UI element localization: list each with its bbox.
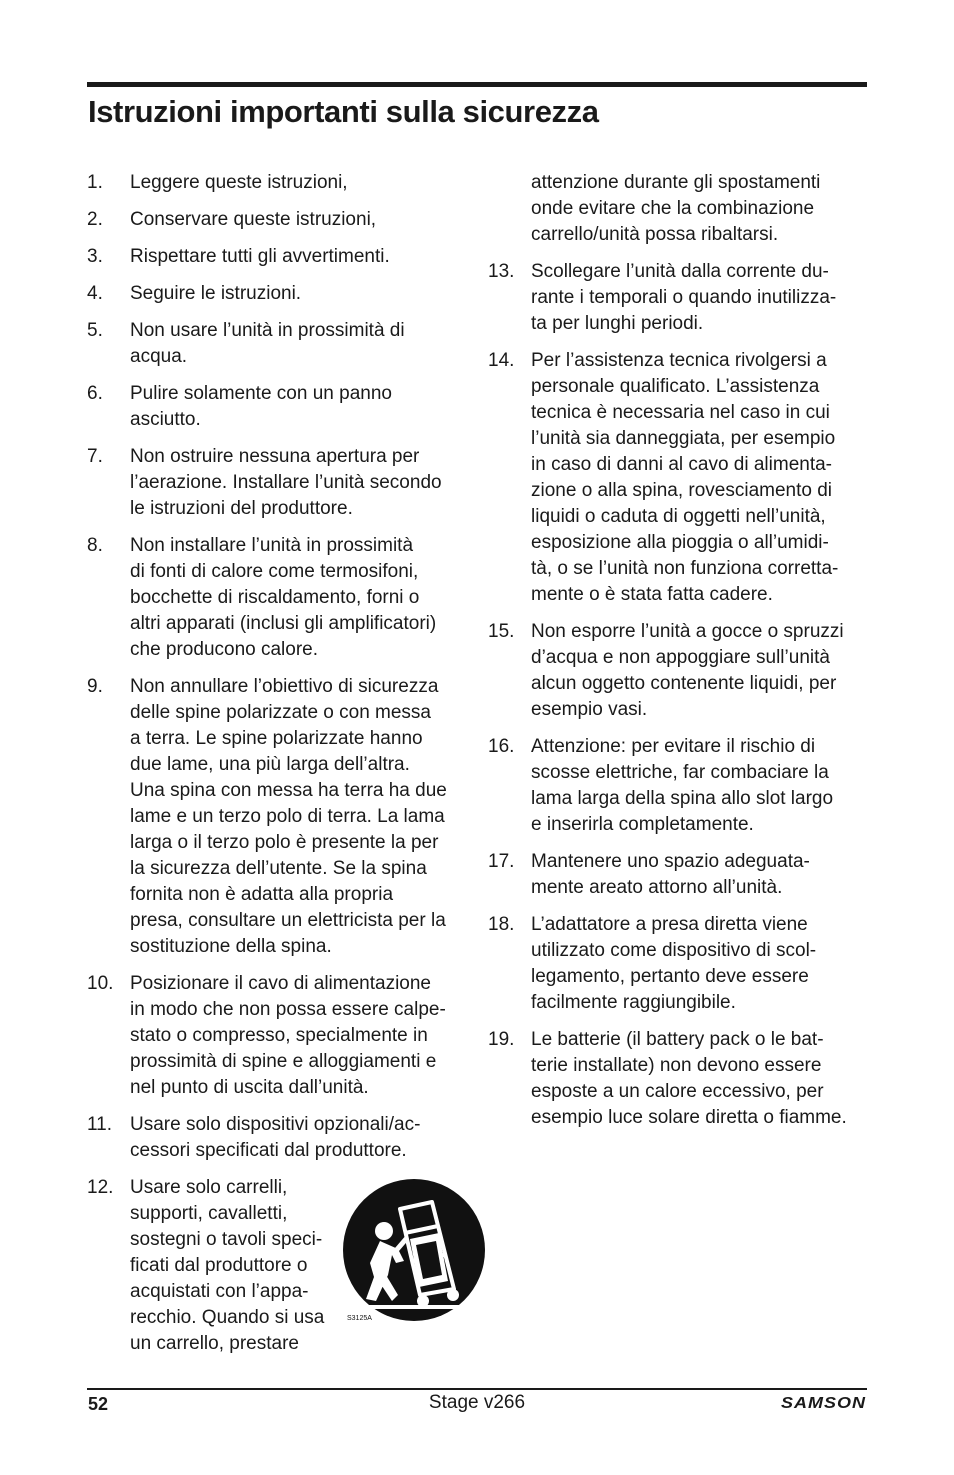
item-number: 10. — [87, 973, 114, 994]
page-number: 52 — [88, 1394, 109, 1414]
list-item — [87, 674, 467, 960]
item-text: Rispettare tutti gli avvertimenti. — [130, 246, 390, 267]
cart-tip-over-warning-icon — [340, 1177, 488, 1325]
item-text: Non ostruire nessuna apertura per l’aerazione. Installare l’unità secondo le istruzioni del produttore. — [130, 446, 442, 519]
item-text: Usare solo carrelli, supporti, cavalletti, sostegni o tavoli speci- ficati dal produttore o acquistati con l’appa- recchio. Quando si usa un carrello, prestare — [130, 1177, 325, 1354]
list-item — [87, 170, 467, 196]
list-item — [488, 1027, 870, 1131]
item-text: Conservare queste istruzioni, — [130, 209, 377, 230]
item-text: Seguire le istruzioni. — [130, 283, 302, 304]
list-item — [87, 533, 467, 663]
item-number: 7. — [87, 446, 103, 467]
item-number: 5. — [87, 320, 103, 341]
item-number: 6. — [87, 383, 103, 404]
item-number: 15. — [488, 621, 515, 642]
item-text: Non usare l’unità in prossimità di acqua. — [130, 320, 405, 367]
item-number: 1. — [87, 172, 103, 193]
item-number: 17. — [488, 851, 515, 872]
item-number: 3. — [87, 246, 103, 267]
list-item — [488, 259, 870, 337]
list-item — [87, 1112, 467, 1164]
list-item — [488, 619, 870, 723]
list-item — [488, 348, 870, 608]
item-text: Scollegare l’unità dalla corrente du- rante i temporali o quando inutilizza- ta per lunghi periodi. — [531, 261, 837, 334]
cart-warning-graphic — [340, 1177, 488, 1325]
item-text: Mantenere uno spazio adeguata- mente areato attorno all’unità. — [531, 851, 810, 898]
item-text: Leggere queste istruzioni, — [130, 172, 348, 193]
item-text: Le batterie (il battery pack o le bat- terie installate) non devono essere esposte a un calore eccessivo, per esempio luce solare diretta o fiamme. — [531, 1029, 847, 1128]
list-item — [488, 912, 870, 1016]
list-item — [87, 244, 467, 270]
list-item — [87, 318, 467, 370]
item-number: 12. — [87, 1177, 114, 1198]
item-number: 19. — [488, 1029, 515, 1050]
item-text: Per l’assistenza tecnica rivolgersi a personale qualificato. L’assistenza tecnica è necessaria nel caso in cui l’unità sia danneggiata, per esempio in caso di danni al cavo di alimenta- zione o alla spina, rovesciamento di liquidi o caduta di oggetti nell’unità, esposizione alla pioggia o all’umidi- tà, o se l’unità non funziona corretta- mente o è stata fatta cadere. — [531, 350, 839, 605]
item-number: 14. — [488, 350, 515, 371]
product-name: Stage v266 — [428, 1392, 526, 1413]
item-text: Non esporre l’unità a gocce o spruzzi d’acqua e non appoggiare sull’unità alcun oggetto contenente liquidi, per esempio vasi. — [531, 621, 844, 720]
brand-logo: SAMSON — [780, 1394, 866, 1412]
item-number: 8. — [87, 535, 103, 556]
item-text: Attenzione: per evitare il rischio di scosse elettriche, far combaciare la lama larga della spina allo slot largo e inserirla completamente. — [531, 736, 834, 835]
item-text: Usare solo dispositivi opzionali/ac- cessori specificati dal produttore. — [130, 1114, 421, 1161]
item-number: 13. — [488, 261, 515, 282]
page-title: Istruzioni importanti sulla sicurezza — [88, 94, 599, 129]
bottom-rule — [87, 1388, 867, 1390]
right-column — [488, 170, 870, 1142]
list-item — [87, 207, 467, 233]
item-12-continuation: attenzione durante gli spostamenti onde evitare che la combinazione carrello/unità possa ribaltarsi. — [531, 172, 821, 245]
item-number: 18. — [488, 914, 515, 935]
item-text: Posizionare il cavo di alimentazione in modo che non possa essere calpe- stato o compresso, specialmente in prossimità di spine e alloggiamenti e nel punto di uscita dall’unità. — [130, 973, 446, 1098]
item-number: 4. — [87, 283, 103, 304]
top-rule — [87, 82, 867, 87]
item-number: 16. — [488, 736, 515, 757]
item-text: Non installare l’unità in prossimità di fonti di calore come termosifoni, bocchette di riscaldamento, forni o altri apparati (inclusi gli amplificatori) che producono calore. — [130, 535, 437, 660]
list-item — [87, 444, 467, 522]
list-item — [488, 849, 870, 901]
item-number: 11. — [87, 1114, 113, 1135]
item-number: 9. — [87, 676, 103, 697]
item-number: 2. — [87, 209, 103, 230]
list-item — [87, 281, 467, 307]
cart-icon-code: S3125A — [347, 1315, 372, 1322]
list-item — [87, 381, 467, 433]
item-text: Non annullare l’obiettivo di sicurezza delle spine polarizzate o con messa a terra. Le spine polarizzate hanno due lame, una più larga dell’altra. Una spina con messa ha terra ha due lame e un terzo polo di terra. La lama larga o il terzo polo è presente la per la sicurezza dell’utente. Se la spina fornita non è adatta alla propria presa, consultare un elettricista per la sostituzione della spina. — [130, 676, 447, 957]
list-item — [87, 971, 467, 1101]
item-text: Pulire solamente con un panno asciutto. — [130, 383, 392, 430]
item-text: L’adattatore a presa diretta viene utilizzato come dispositivo di scol- legamento, pertanto deve essere facilmente raggiungibile. — [531, 914, 817, 1013]
list-item — [488, 734, 870, 838]
